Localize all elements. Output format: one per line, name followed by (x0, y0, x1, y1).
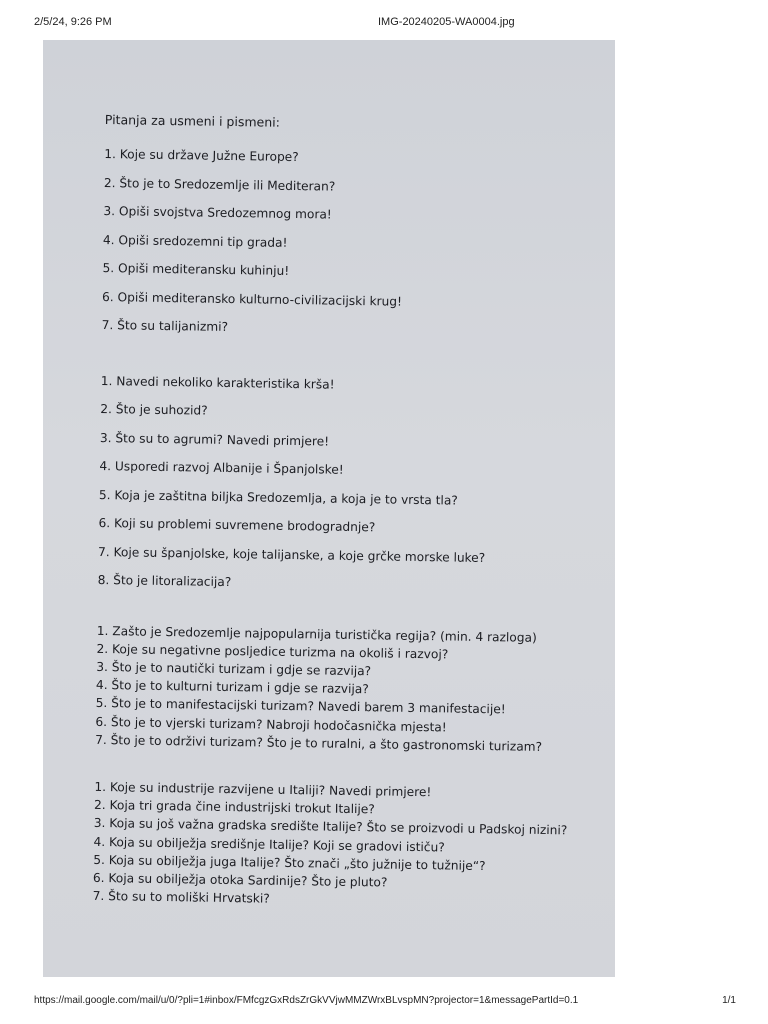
question-item: 6. Opiši mediteransko kulturno-civilizacijski krug! (101, 289, 403, 309)
question-item: 4. Što je to kulturni turizam i gdje se razvija? (95, 678, 369, 697)
question-item: 6. Koja su obilježja otoka Sardinije? Što je pluto? (92, 870, 388, 890)
question-sheet (93, 112, 585, 913)
question-list-section-2 (97, 366, 581, 602)
print-title: IMG-20240205-WA0004.jpg (378, 16, 515, 28)
question-item: 2. Koja tri grada čine industrijski trokut Italije? (94, 798, 375, 817)
print-datetime: 2/5/24, 9:26 PM (34, 16, 112, 28)
question-item: 5. Koja je zaštitna biljka Sredozemlja, a koja je to vrsta tla? (98, 487, 458, 508)
print-footer (0, 995, 768, 1011)
question-item: 3. Koja su još važna gradska središte Italije? Što se proizvodi u Padskoj nizini? (93, 816, 568, 838)
question-item: 3. Opiši svojstva Sredozemnog mora! (103, 203, 332, 222)
question-item: 5. Koja su obilježja juga Italije? Što znači „što južnije to tužnije“? (93, 852, 486, 873)
question-item: 4. Usporedi razvoj Albanije i Španjolske! (99, 458, 344, 477)
question-item: 7. Što su to moliški Hrvatski? (92, 889, 270, 906)
question-item: 5. Opiši mediteransku kuhinju! (102, 260, 290, 278)
question-item: 3. Što je to nautički turizam i gdje se razvija? (96, 659, 372, 679)
question-list-section-3 (95, 621, 577, 756)
question-list-section-1 (101, 140, 584, 347)
page-count: 1/1 (722, 995, 736, 1006)
question-item: 1. Koje su države Južne Europe? (104, 146, 299, 165)
question-item: 6. Što je to vjerski turizam? Nabroji hodočasnička mjesta! (95, 714, 447, 734)
question-item: 5. Što je to manifestacijski turizam? Navedi barem 3 manifestacije! (95, 696, 506, 717)
question-item: 6. Koji su problemi suvremene brodogradnje? (98, 515, 376, 535)
question-item: 7. Koje su španjolske, koje talijanske, a koje grčke morske luke? (97, 544, 486, 565)
sheet-heading: Pitanja za usmeni i pismeni: (104, 112, 281, 130)
question-item: 2. Koje su negativne posljedice turizma na okoliš i razvoj? (96, 641, 449, 662)
question-item: 1. Zašto je Sredozemlje najpopularnija turistička regija? (min. 4 razloga) (96, 623, 537, 645)
question-item: 2. Što je suhozid? (100, 401, 208, 418)
question-item: 4. Opiši sredozemni tip grada! (102, 232, 288, 250)
question-item: 2. Što je to Sredozemlje ili Mediteran? (103, 175, 336, 194)
question-item: 1. Koje su industrije razvijene u Italiji? Navedi primjere! (94, 779, 432, 800)
question-item: 4. Koja su obilježja središnje Italije? Koji se gradovi ističu? (93, 834, 445, 854)
question-item: 7. Što su talijanizmi? (101, 317, 229, 334)
question-item: 8. Što je litoralizacija? (97, 572, 232, 590)
print-header (0, 16, 768, 32)
question-item: 1. Navedi nekoliko karakteristika krša! (100, 373, 335, 392)
question-item: 3. Što su to agrumi? Navedi primjere! (99, 430, 330, 449)
print-url: https://mail.google.com/mail/u/0/?pli=1#inbox/FMfcgzGxRdsZrGkVVjwMMZWrxBLvspMN?projector=1&messagePartId=0.1 (34, 995, 579, 1006)
question-item: 7. Što je to održivi turizam? Što je to ruralni, a što gastronomski turizam? (95, 732, 543, 754)
document-photo (43, 40, 615, 977)
question-list-section-4 (93, 778, 575, 913)
